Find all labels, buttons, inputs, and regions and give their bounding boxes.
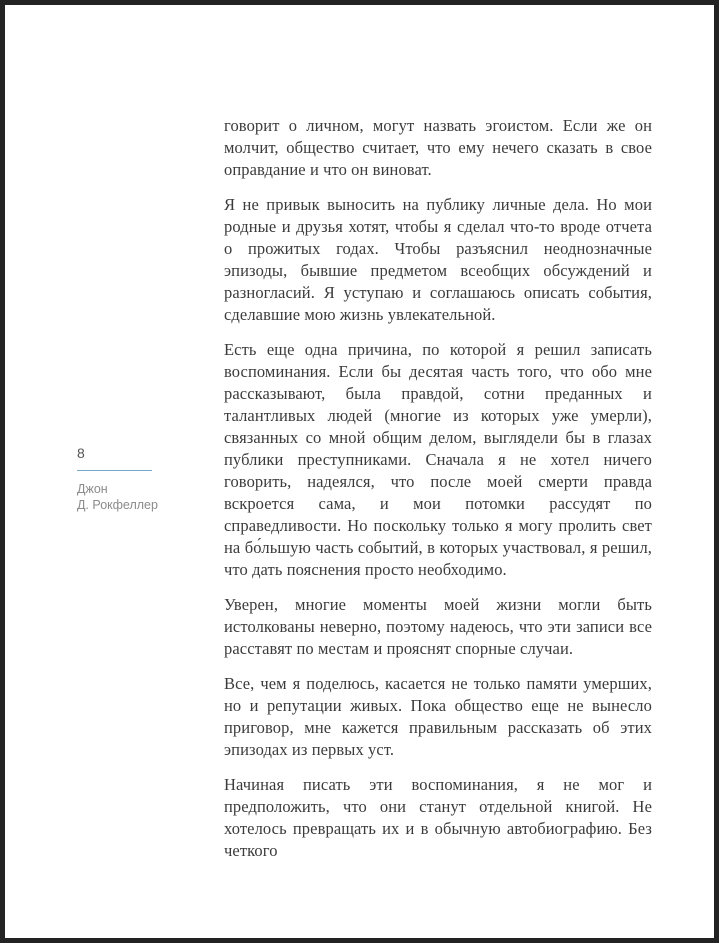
paragraph: Все, чем я поделюсь, касается не только памяти умерших, но и репутации живых. Пока общество еще не вынесло приговор, мне кажется правильным рассказать об этих эпизодах из первых уст. (224, 674, 652, 759)
paragraph: Уверен, многие моменты моей жизни могли быть истолкованы неверно, поэтому надеюсь, что эти записи все расставят по местам и прояснят спорные случаи. (224, 595, 652, 658)
paragraph: Я не привык выносить на публику личные дела. Но мои родные и друзья хотят, чтобы я сделал что-то вроде отчета о прожитых годах. Чтобы разъяснил неоднозначные эпизоды, бывшие предметом всеобщих обсуждений и разногласий. Я уступаю и соглашаюсь описать события, сделавшие мою жизнь увлекательной. (224, 195, 652, 324)
paragraph: Есть еще одна причина, по которой я решил записать воспоминания. Если бы десятая часть того, что обо мне рассказывают, была правдой, сотни преданных и талантливых людей (многие из которых уже умерли), связанных со мной общим делом, выглядели бы в глазах публики преступниками. Сначала я не хотел ничего говорить, надеялся, что после моей смерти правда вскроется сама, и мои потомки рассудят по справедливости. Но поскольку только я могу пролить свет на бо́льшую часть событий, в которых участвовал, я решил, что дать пояснения просто необходимо. (224, 340, 652, 579)
page-number: 8 (77, 445, 85, 461)
paragraph: Начиная писать эти воспоминания, я не мог и предположить, что они станут отдельной книгой. Не хотелось превращать их и в обычную автобиографию. Без четкого (224, 775, 652, 860)
author-name-line1: Джон (77, 482, 108, 496)
marginalia (77, 445, 207, 513)
body-text (224, 115, 652, 875)
margin-rule (77, 470, 152, 471)
paragraph: говорит о личном, могут назвать эгоистом. Если же он молчит, общество считает, что ему нечего сказать в свое оправдание и что он виноват. (224, 116, 652, 179)
author-name-line2: Д. Рокфеллер (77, 498, 158, 512)
